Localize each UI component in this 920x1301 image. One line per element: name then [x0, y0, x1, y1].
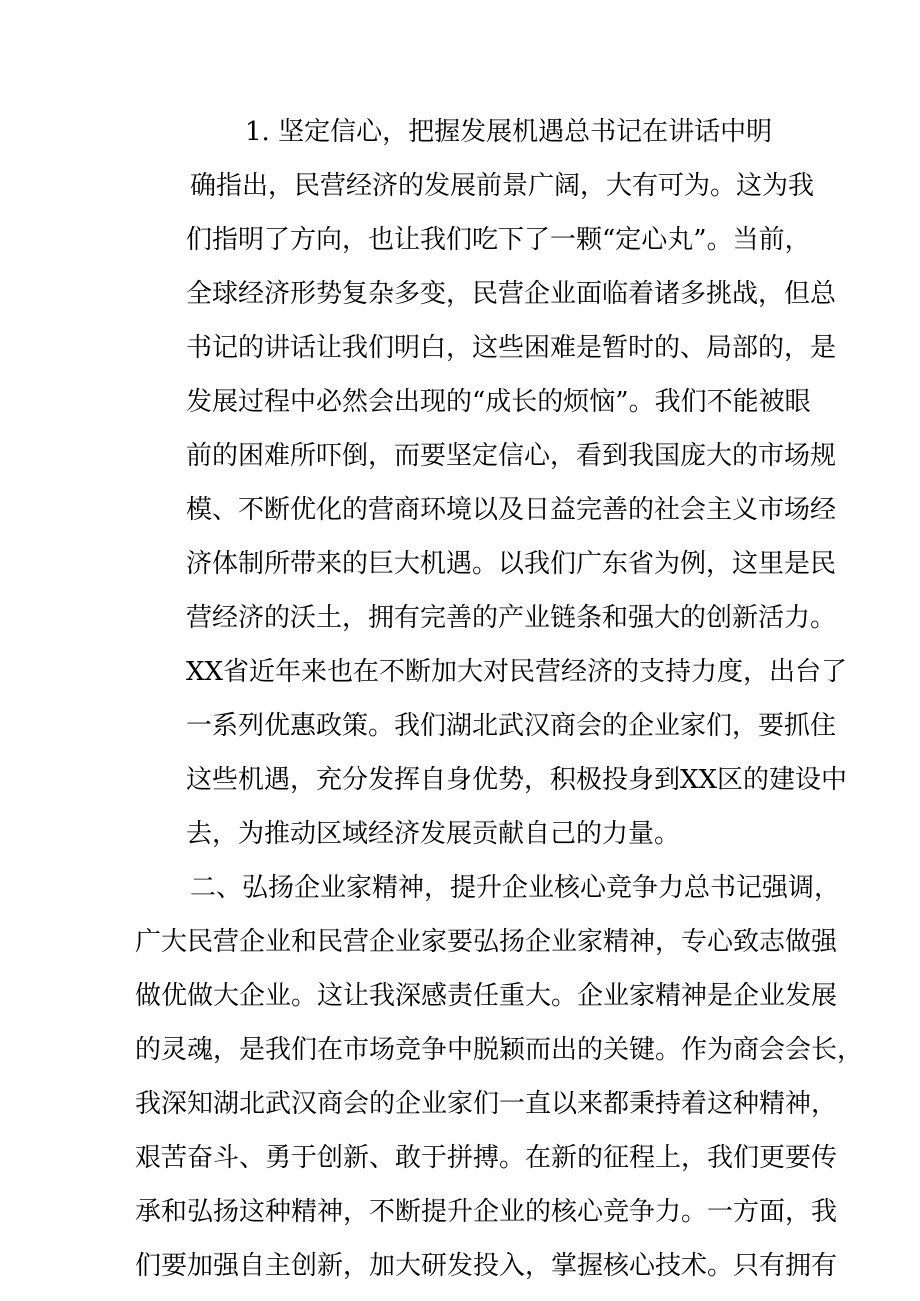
line-text: 做优做大企业。这让我深感责任重大。企业家精神是企业发展	[135, 981, 838, 1011]
text-line	[0, 265, 920, 323]
line-text: 的灵魂，是我们在市场竞争中脱颖而出的关键。作为商会会长，	[135, 1035, 864, 1065]
text-line	[0, 1183, 920, 1241]
text-line	[0, 535, 920, 593]
text-line	[0, 751, 920, 809]
text-line	[0, 643, 920, 701]
line-text: 全球经济形势复杂多变，民营企业面临着诸多挑战，但总	[186, 279, 837, 309]
text-line	[0, 427, 920, 485]
line-text: 书记的讲话让我们明白，这些困难是暂时的、局部的，是	[186, 333, 837, 363]
text-line	[0, 157, 920, 215]
line-text: 这些机遇，充分发挥自身优势，积极投身到XX区的建设中	[186, 765, 848, 795]
text-line	[0, 697, 920, 755]
text-line	[0, 1075, 920, 1133]
text-line	[0, 211, 920, 269]
line-text: 我深知湖北武汉商会的企业家们一直以来都秉持着这种精神，	[135, 1089, 838, 1119]
line-text: 1. 坚定信心，把握发展机遇总书记在讲话中明	[245, 117, 773, 147]
line-text: 一系列优惠政策。我们湖北武汉商会的企业家们，要抓住	[186, 711, 837, 741]
line-text: 确指出，民营经济的发展前景广阔，大有可为。这为我	[190, 171, 815, 201]
line-text: 承和弘扬这种精神，不断提升企业的核心竞争力。一方面，我	[135, 1197, 838, 1227]
line-text: 艰苦奋斗、勇于创新、敢于拼搏。在新的征程上，我们更要传	[135, 1143, 838, 1173]
text-line	[0, 1129, 920, 1187]
text-line	[0, 373, 920, 431]
line-text: 济体制所带来的巨大机遇。以我们广东省为例，这里是民	[186, 549, 837, 579]
line-text: XX省近年来也在不断加大对民营经济的支持力度，出台了	[186, 657, 848, 687]
line-text: 们指明了方向，也让我们吃下了一颗“定心丸”。当前，	[186, 225, 811, 255]
line-text: 广大民营企业和民营企业家要弘扬企业家精神，专心致志做强	[135, 927, 838, 957]
text-line	[0, 481, 920, 539]
line-text: 前的困难所吓倒，而要坚定信心，看到我国庞大的市场规	[186, 441, 837, 471]
line-text: 营经济的沃土，拥有完善的产业链条和强大的创新活力。	[186, 603, 837, 633]
line-text: 们要加强自主创新，加大研发投入，掌握核心技术。只有拥有	[135, 1251, 838, 1281]
text-line	[0, 589, 920, 647]
text-line	[0, 913, 920, 971]
text-line	[0, 1021, 920, 1079]
text-line	[0, 967, 920, 1025]
line-text: 模、不断优化的营商环境以及日益完善的社会主义市场经	[186, 495, 837, 525]
line-text: 二、弘扬企业家精神，提升企业核心竞争力总书记强调，	[190, 873, 841, 903]
line-text: 发展过程中必然会出现的“成长的烦恼”。我们不能被眼	[186, 387, 811, 417]
text-line	[0, 1237, 920, 1295]
text-line	[0, 859, 920, 917]
line-text: 去，为推动区域经济发展贡献自己的力量。	[186, 819, 681, 849]
text-line	[0, 319, 920, 377]
text-line	[0, 805, 920, 863]
text-line	[0, 103, 920, 161]
